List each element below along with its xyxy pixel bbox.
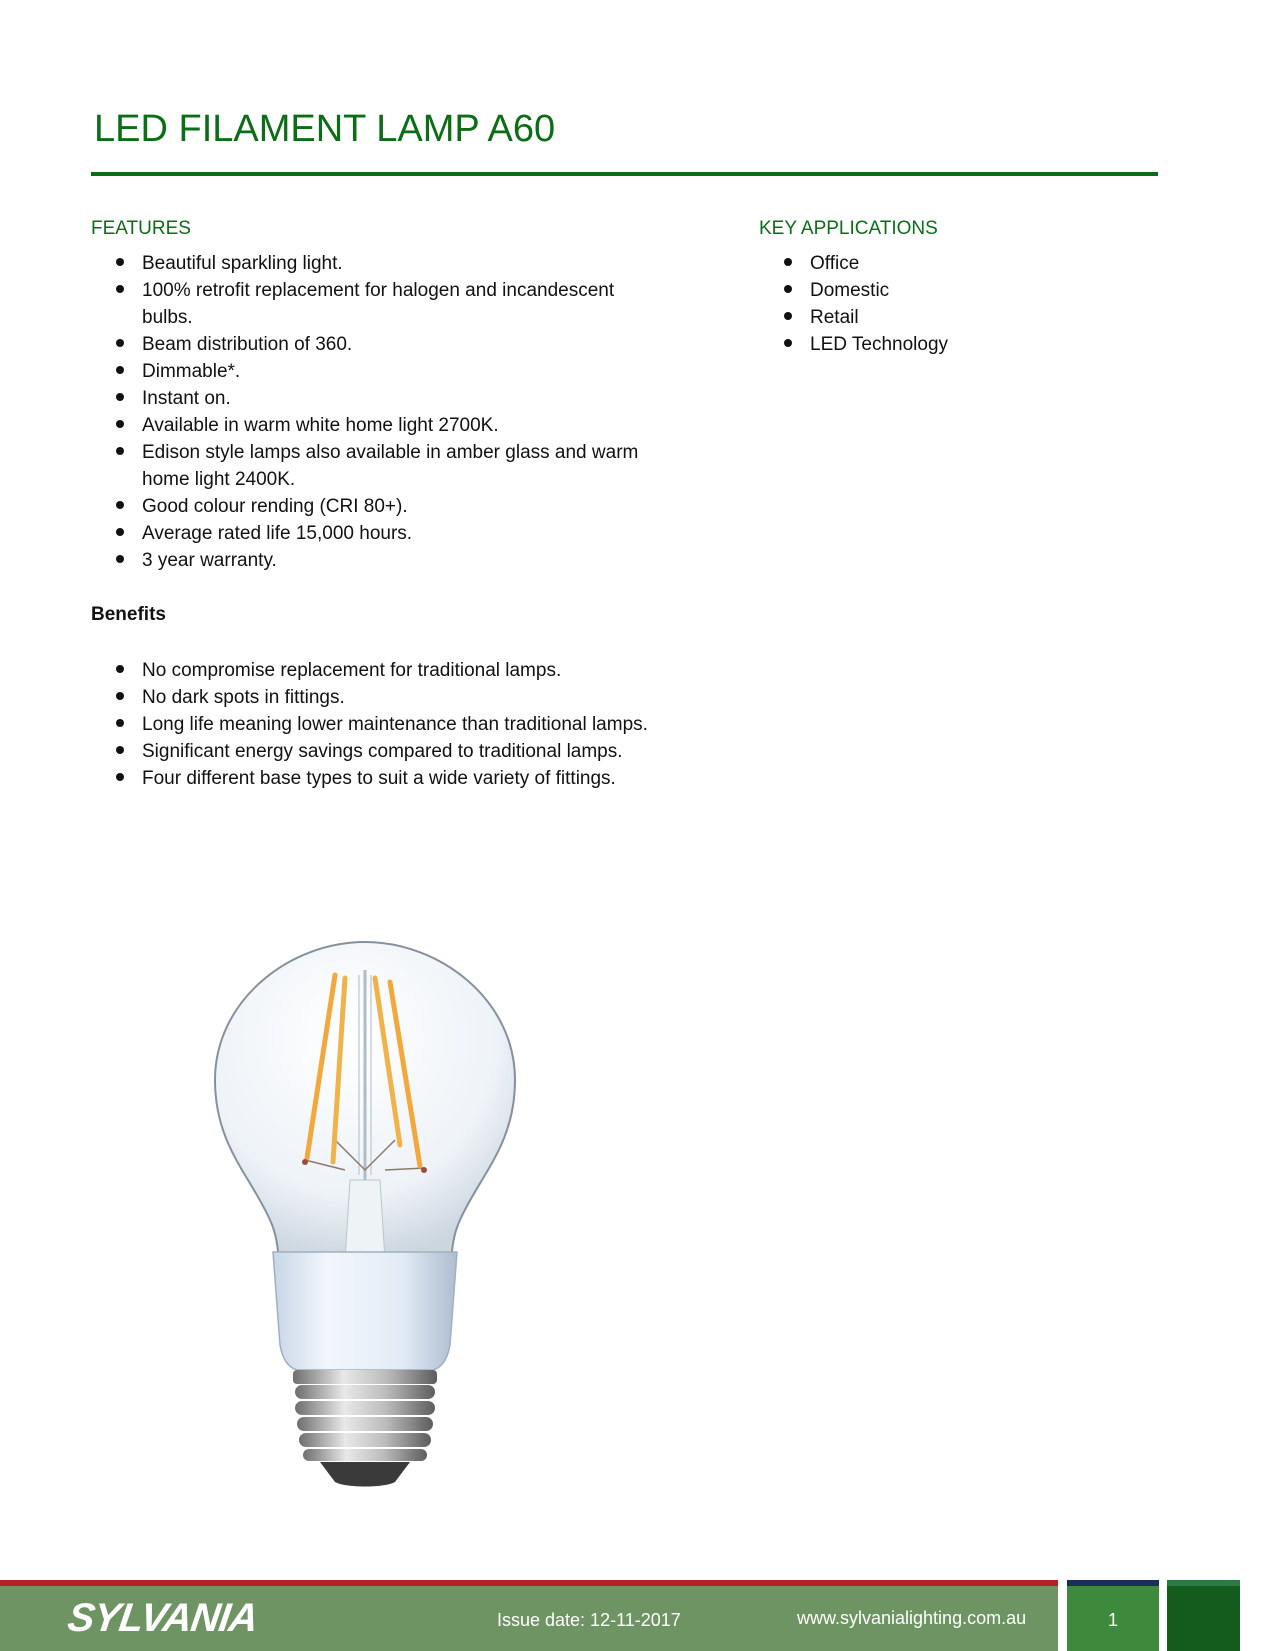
list-item: Instant on. (91, 385, 651, 412)
led-filament-bulb-image (195, 930, 535, 1490)
list-item: Dimmable*. (91, 358, 651, 385)
list-item: No compromise replacement for traditional lamps. (91, 657, 651, 684)
list-item: Average rated life 15,000 hours. (91, 520, 651, 547)
list-item: Significant energy savings compared to traditional lamps. (91, 738, 651, 765)
website-link[interactable]: www.sylvanialighting.com.au (797, 1608, 1027, 1628)
list-item: Edison style lamps also available in amber glass and warm home light 2400K. (91, 439, 651, 493)
list-item: Good colour rending (CRI 80+). (91, 493, 651, 520)
list-item: Four different base types to suit a wide variety of fittings. (91, 765, 651, 792)
features-heading: FEATURES (91, 218, 191, 239)
sylvania-logo: SYLVANIA (64, 1596, 261, 1640)
list-item: 3 year warranty. (91, 547, 651, 574)
list-item: Office (759, 250, 1159, 277)
list-item: Domestic (759, 277, 1159, 304)
issue-date: Issue date: 12-11-2017 (497, 1610, 681, 1630)
list-item: 100% retrofit replacement for halogen and incandescent bulbs. (91, 277, 651, 331)
key-applications-heading: KEY APPLICATIONS (759, 218, 938, 239)
list-item: Beautiful sparkling light. (91, 250, 651, 277)
benefits-list (91, 657, 651, 792)
features-list (91, 250, 651, 574)
page-title: LED FILAMENT LAMP A60 (94, 108, 556, 150)
list-item: No dark spots in fittings. (91, 684, 651, 711)
applications-list (759, 250, 1159, 358)
list-item: Available in warm white home light 2700K. (91, 412, 651, 439)
footer-dark-box (1167, 1586, 1240, 1651)
list-item: Long life meaning lower maintenance than traditional lamps. (91, 711, 651, 738)
title-divider (91, 172, 1158, 176)
benefits-heading: Benefits (91, 604, 166, 625)
page-number: 1 (1107, 1610, 1118, 1630)
list-item: Beam distribution of 360. (91, 331, 651, 358)
footer (0, 1580, 1275, 1651)
list-item: LED Technology (759, 331, 1159, 358)
list-item: Retail (759, 304, 1159, 331)
